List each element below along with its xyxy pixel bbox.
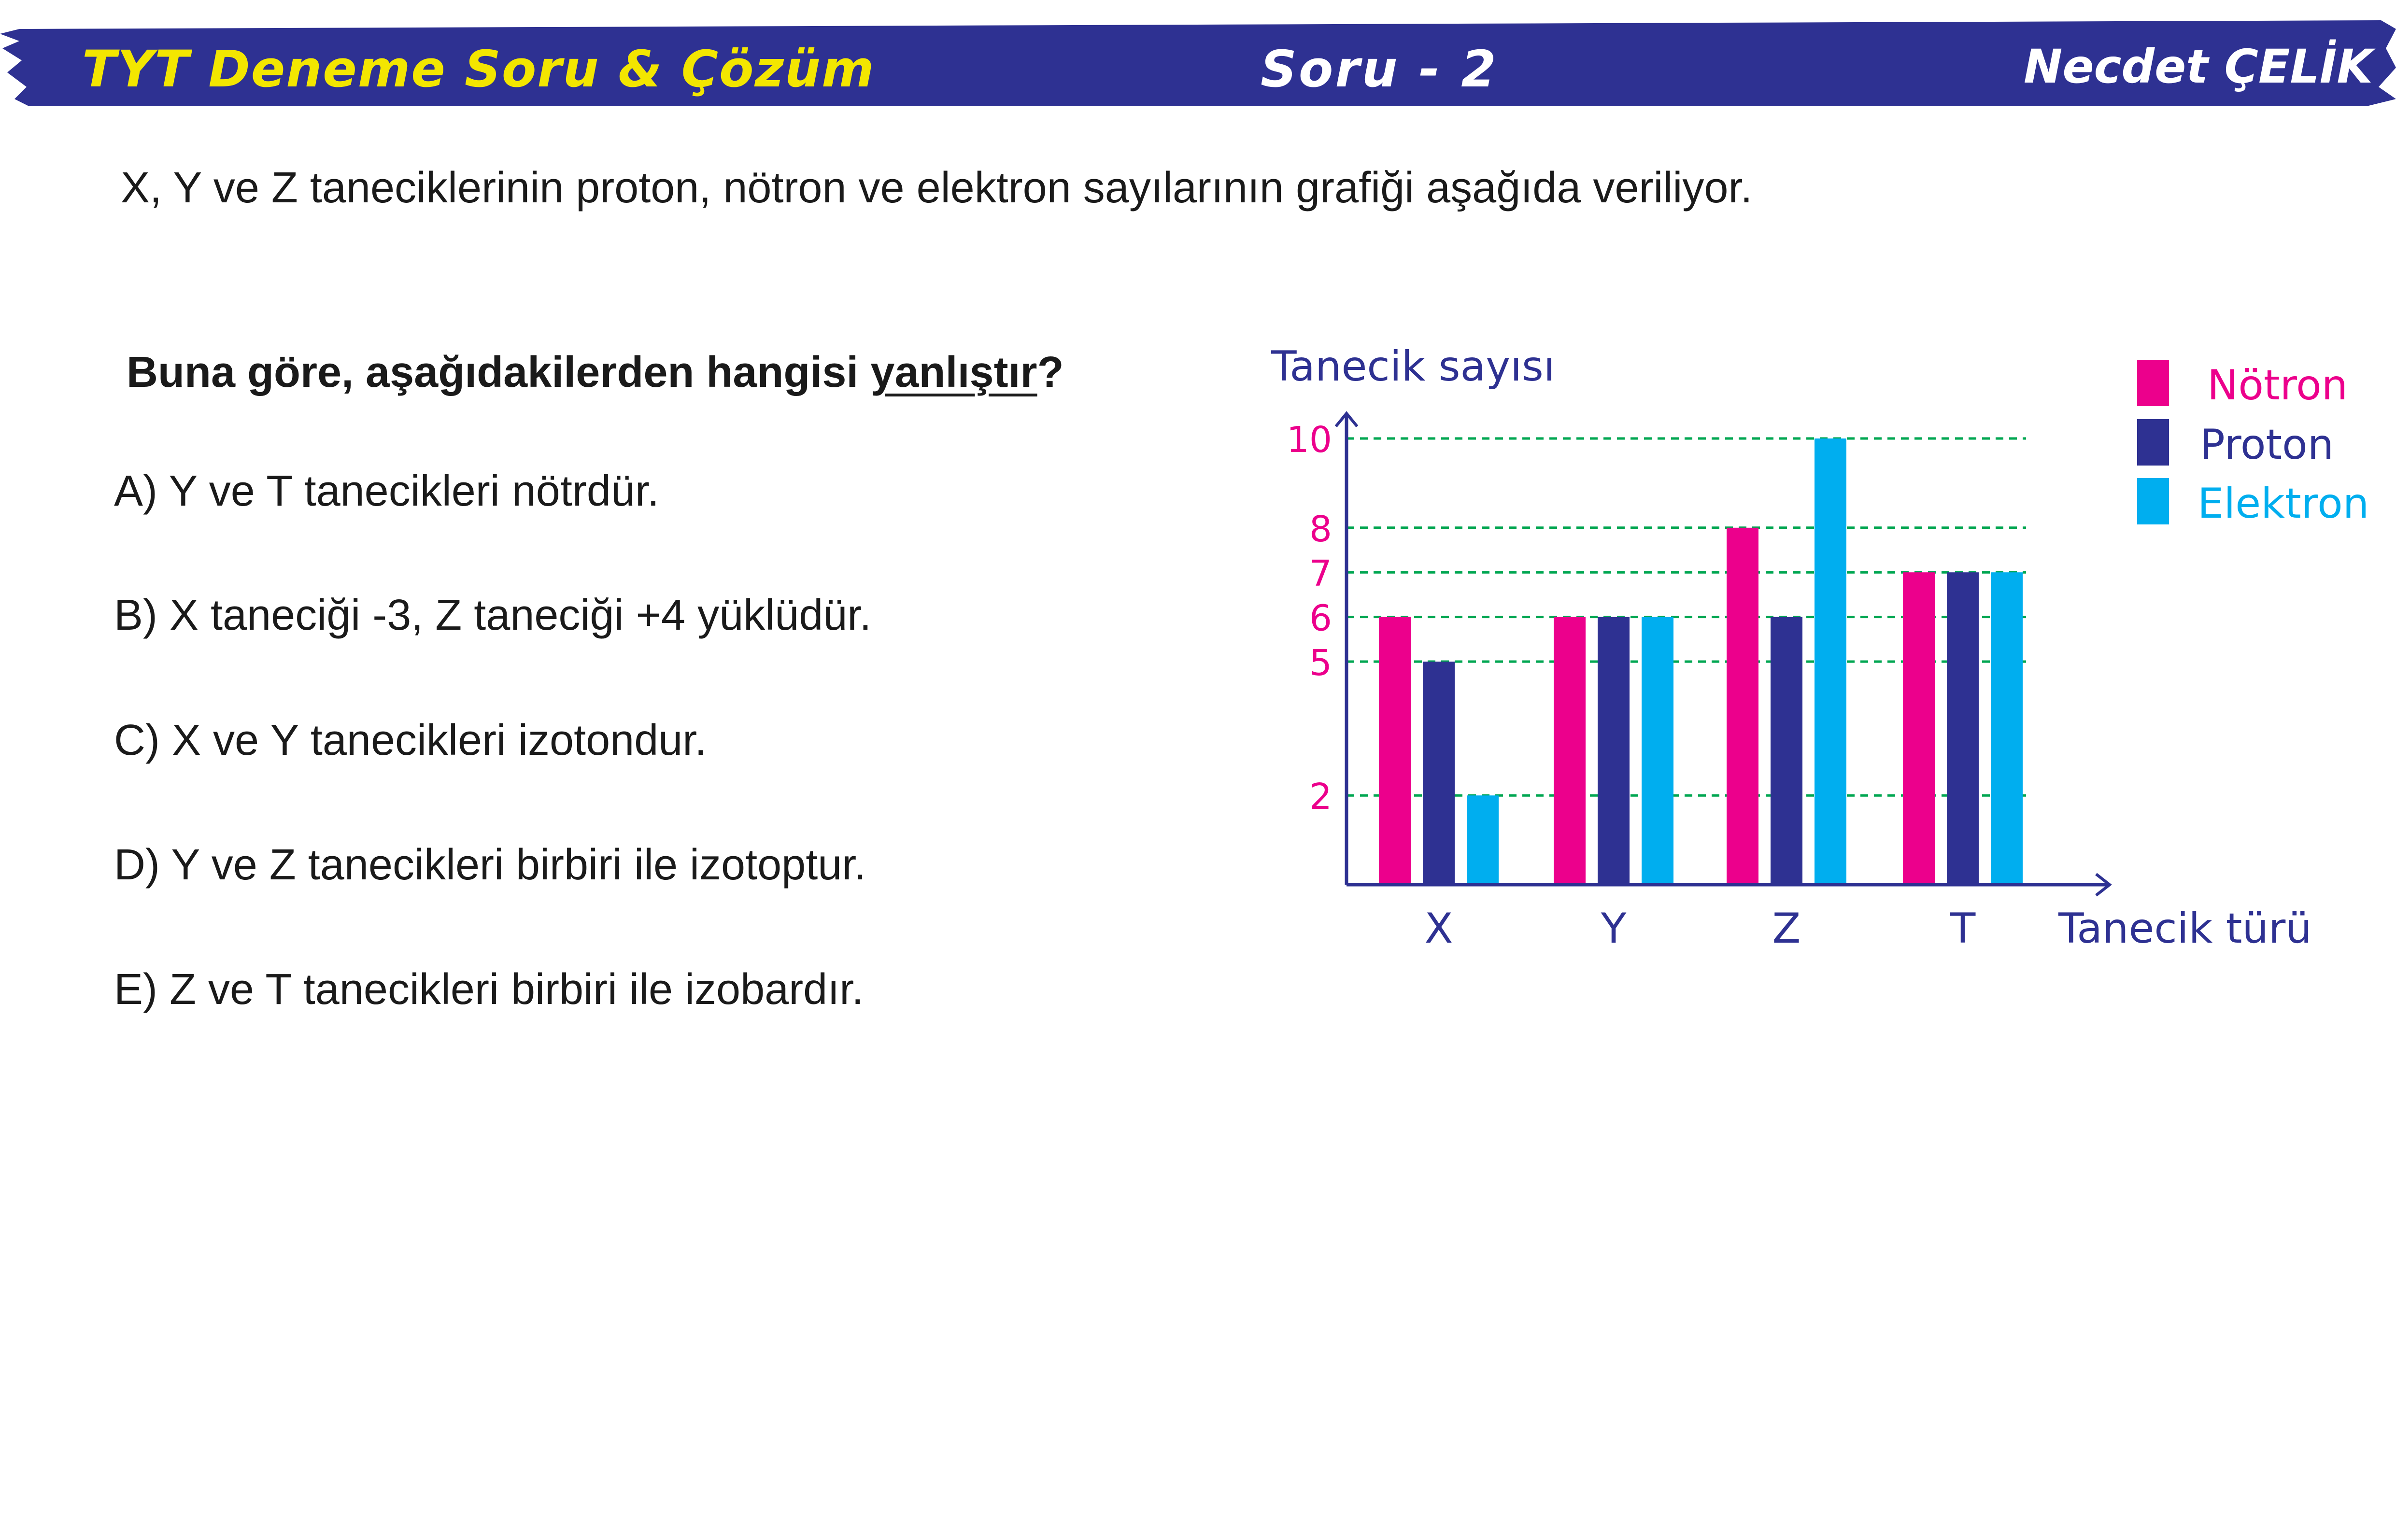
legend-label: Proton	[2200, 421, 2334, 469]
bar-elektron-z	[1815, 438, 1846, 885]
x-category-labels	[1425, 904, 1976, 953]
option-a[interactable]: A) Y ve T tanecikleri nötrdür.	[114, 467, 659, 515]
header-title: TYT Deneme Soru & Çözüm	[82, 40, 875, 99]
bar-elektron-x	[1467, 795, 1499, 885]
bar-nötron-t	[1903, 572, 1935, 885]
legend-swatch	[2137, 478, 2169, 524]
bar-proton-y	[1598, 617, 1630, 885]
option-d[interactable]: D) Y ve Z tanecikleri birbiri ile izotoptur.	[114, 841, 866, 889]
y-axis-label: Tanecik sayısı	[1271, 342, 1555, 391]
y-tick-labels	[1287, 419, 1332, 818]
x-category-label: X	[1424, 904, 1453, 953]
legend	[2137, 360, 2369, 528]
legend-label: Nötron	[2207, 361, 2348, 410]
legend-label: Elektron	[2198, 480, 2369, 528]
bar-elektron-t	[1991, 572, 2023, 885]
bar-nötron-y	[1554, 617, 1586, 885]
bar-proton-t	[1947, 572, 1979, 885]
y-tick-label: 7	[1309, 553, 1332, 595]
y-tick-label: 10	[1286, 419, 1332, 461]
option-e[interactable]: E) Z ve T tanecikleri birbiri ile izobardır.	[114, 965, 864, 1014]
bar-proton-x	[1423, 662, 1455, 885]
y-tick-label: 5	[1309, 642, 1332, 684]
x-category-label: T	[1950, 904, 1976, 953]
y-tick-label: 6	[1309, 597, 1332, 639]
prompt-end: ?	[1037, 348, 1064, 396]
legend-swatch	[2137, 419, 2169, 466]
x-axis-label: Tanecik türü	[2058, 904, 2312, 953]
question-intro: X, Y ve Z taneciklerinin proton, nötron ve elektron sayılarının grafiği aşağıda veriliyor.	[121, 164, 1753, 212]
y-tick-label: 2	[1309, 776, 1332, 818]
author-name: Necdet ÇELİK	[2024, 40, 2373, 94]
prompt-start: Buna göre, aşağıdakilerden hangisi	[127, 348, 871, 396]
prompt-emphasis: yanlıştır	[870, 348, 1037, 396]
question-number: Soru - 2	[1261, 40, 1498, 99]
bar-elektron-y	[1642, 617, 1673, 885]
option-b[interactable]: B) X taneciği -3, Z taneciği +4 yüklüdür.	[114, 591, 872, 639]
x-category-label: Z	[1772, 904, 1801, 953]
option-c[interactable]: C) X ve Y tanecikleri izotondur.	[114, 716, 707, 764]
legend-swatch	[2137, 360, 2169, 406]
bar-nötron-z	[1727, 528, 1758, 885]
bar-nötron-x	[1379, 617, 1411, 885]
y-tick-label: 8	[1309, 508, 1332, 550]
bar-proton-z	[1771, 617, 1802, 885]
x-category-label: Y	[1601, 904, 1627, 953]
